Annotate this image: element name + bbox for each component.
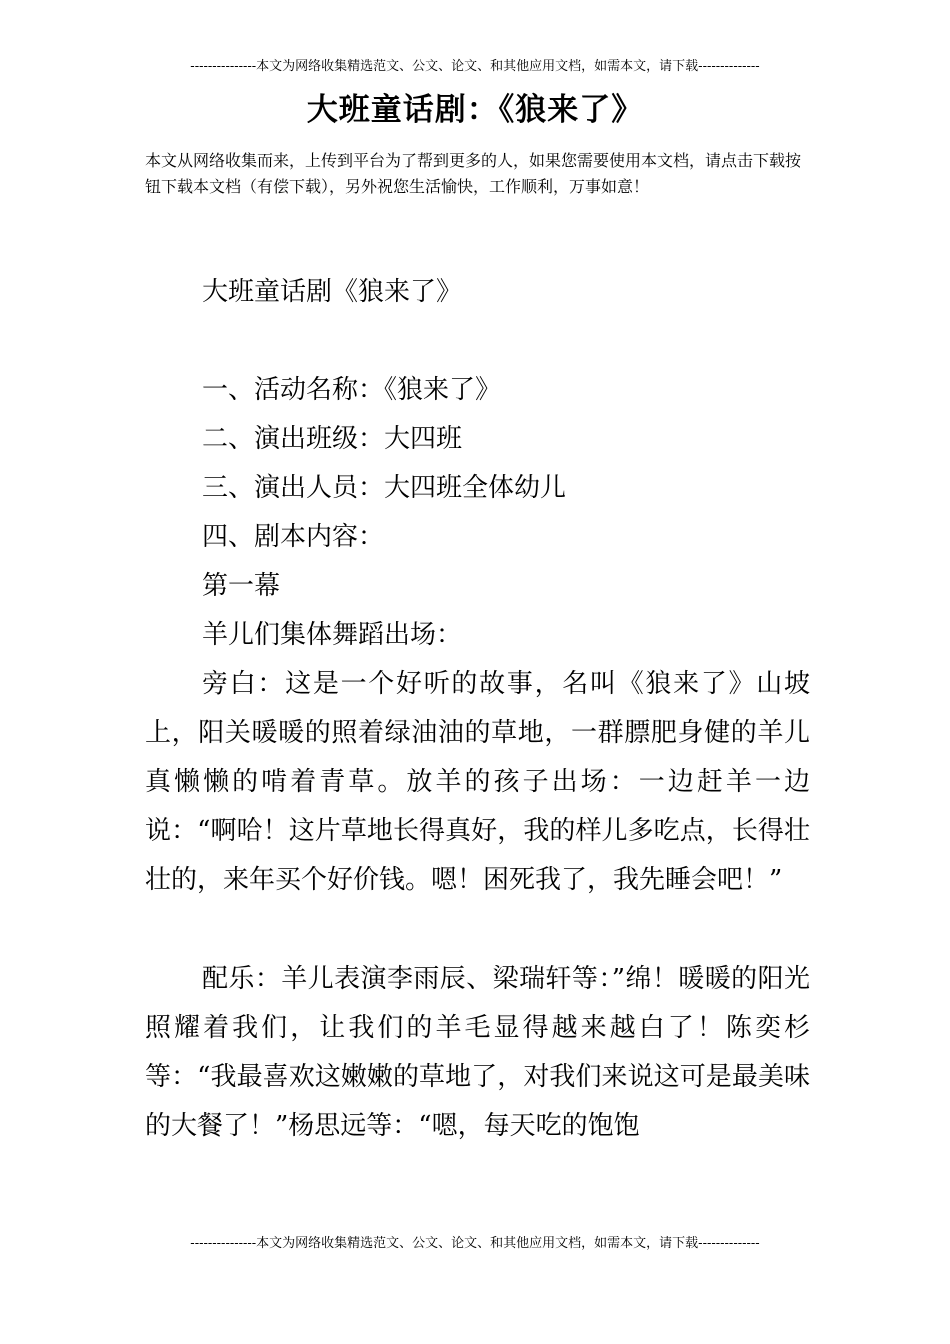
download-notice: 本文从网络收集而来，上传到平台为了帮到更多的人，如果您需要使用本文档，请点击下载按钮下载本文档（有偿下载），另外祝您生活愉快，工作顺利，万事如意！ — [145, 151, 802, 196]
item-script-content: 四、剧本内容： — [202, 522, 385, 552]
item-performers: 三、演出人员：大四班全体幼儿 — [202, 473, 567, 503]
act-heading: 第一幕 — [202, 571, 281, 601]
item-performing-class: 二、演出班级：大四班 — [202, 424, 463, 454]
document-title: 大班童话剧《狼来了》 — [202, 277, 463, 307]
header-banner: ---------------本文为网络收集精选范文、公文、论文、和其他应用文档，如需本文，请下载-------------- — [190, 59, 760, 74]
narration-paragraph: 旁白：这是一个好听的故事，名叫《狼来了》山坡上，阳关暖暖的照着绿油油的草地，一群膘肥身健的羊儿真懒懒的啃着青草。放羊的孩子出场：一边赶羊一边说：“啊哈！这片草地长得真好，我的样儿多吃点，长得壮壮的，来年买个好价钱。嗯！困死我了，我先睡会吧！” — [145, 669, 810, 895]
music-paragraph: 配乐：羊儿表演李雨辰、梁瑞轩等：”绵！暖暖的阳光照耀着我们，让我们的羊毛显得越来越白了！陈奕杉等：“我最喜欢这嫩嫩的草地了，对我们来说这可是最美味的大餐了！”杨思远等：“嗯，每天吃的饱饱 — [145, 964, 810, 1141]
scene-direction: 羊儿们集体舞蹈出场： — [202, 620, 463, 650]
footer-banner: ---------------本文为网络收集精选范文、公文、论文、和其他应用文档，如需本文，请下载-------------- — [190, 1236, 760, 1251]
item-activity-name: 一、活动名称：《狼来了》 — [202, 375, 502, 405]
page-title: 大班童话剧：《狼来了》 — [306, 92, 644, 128]
